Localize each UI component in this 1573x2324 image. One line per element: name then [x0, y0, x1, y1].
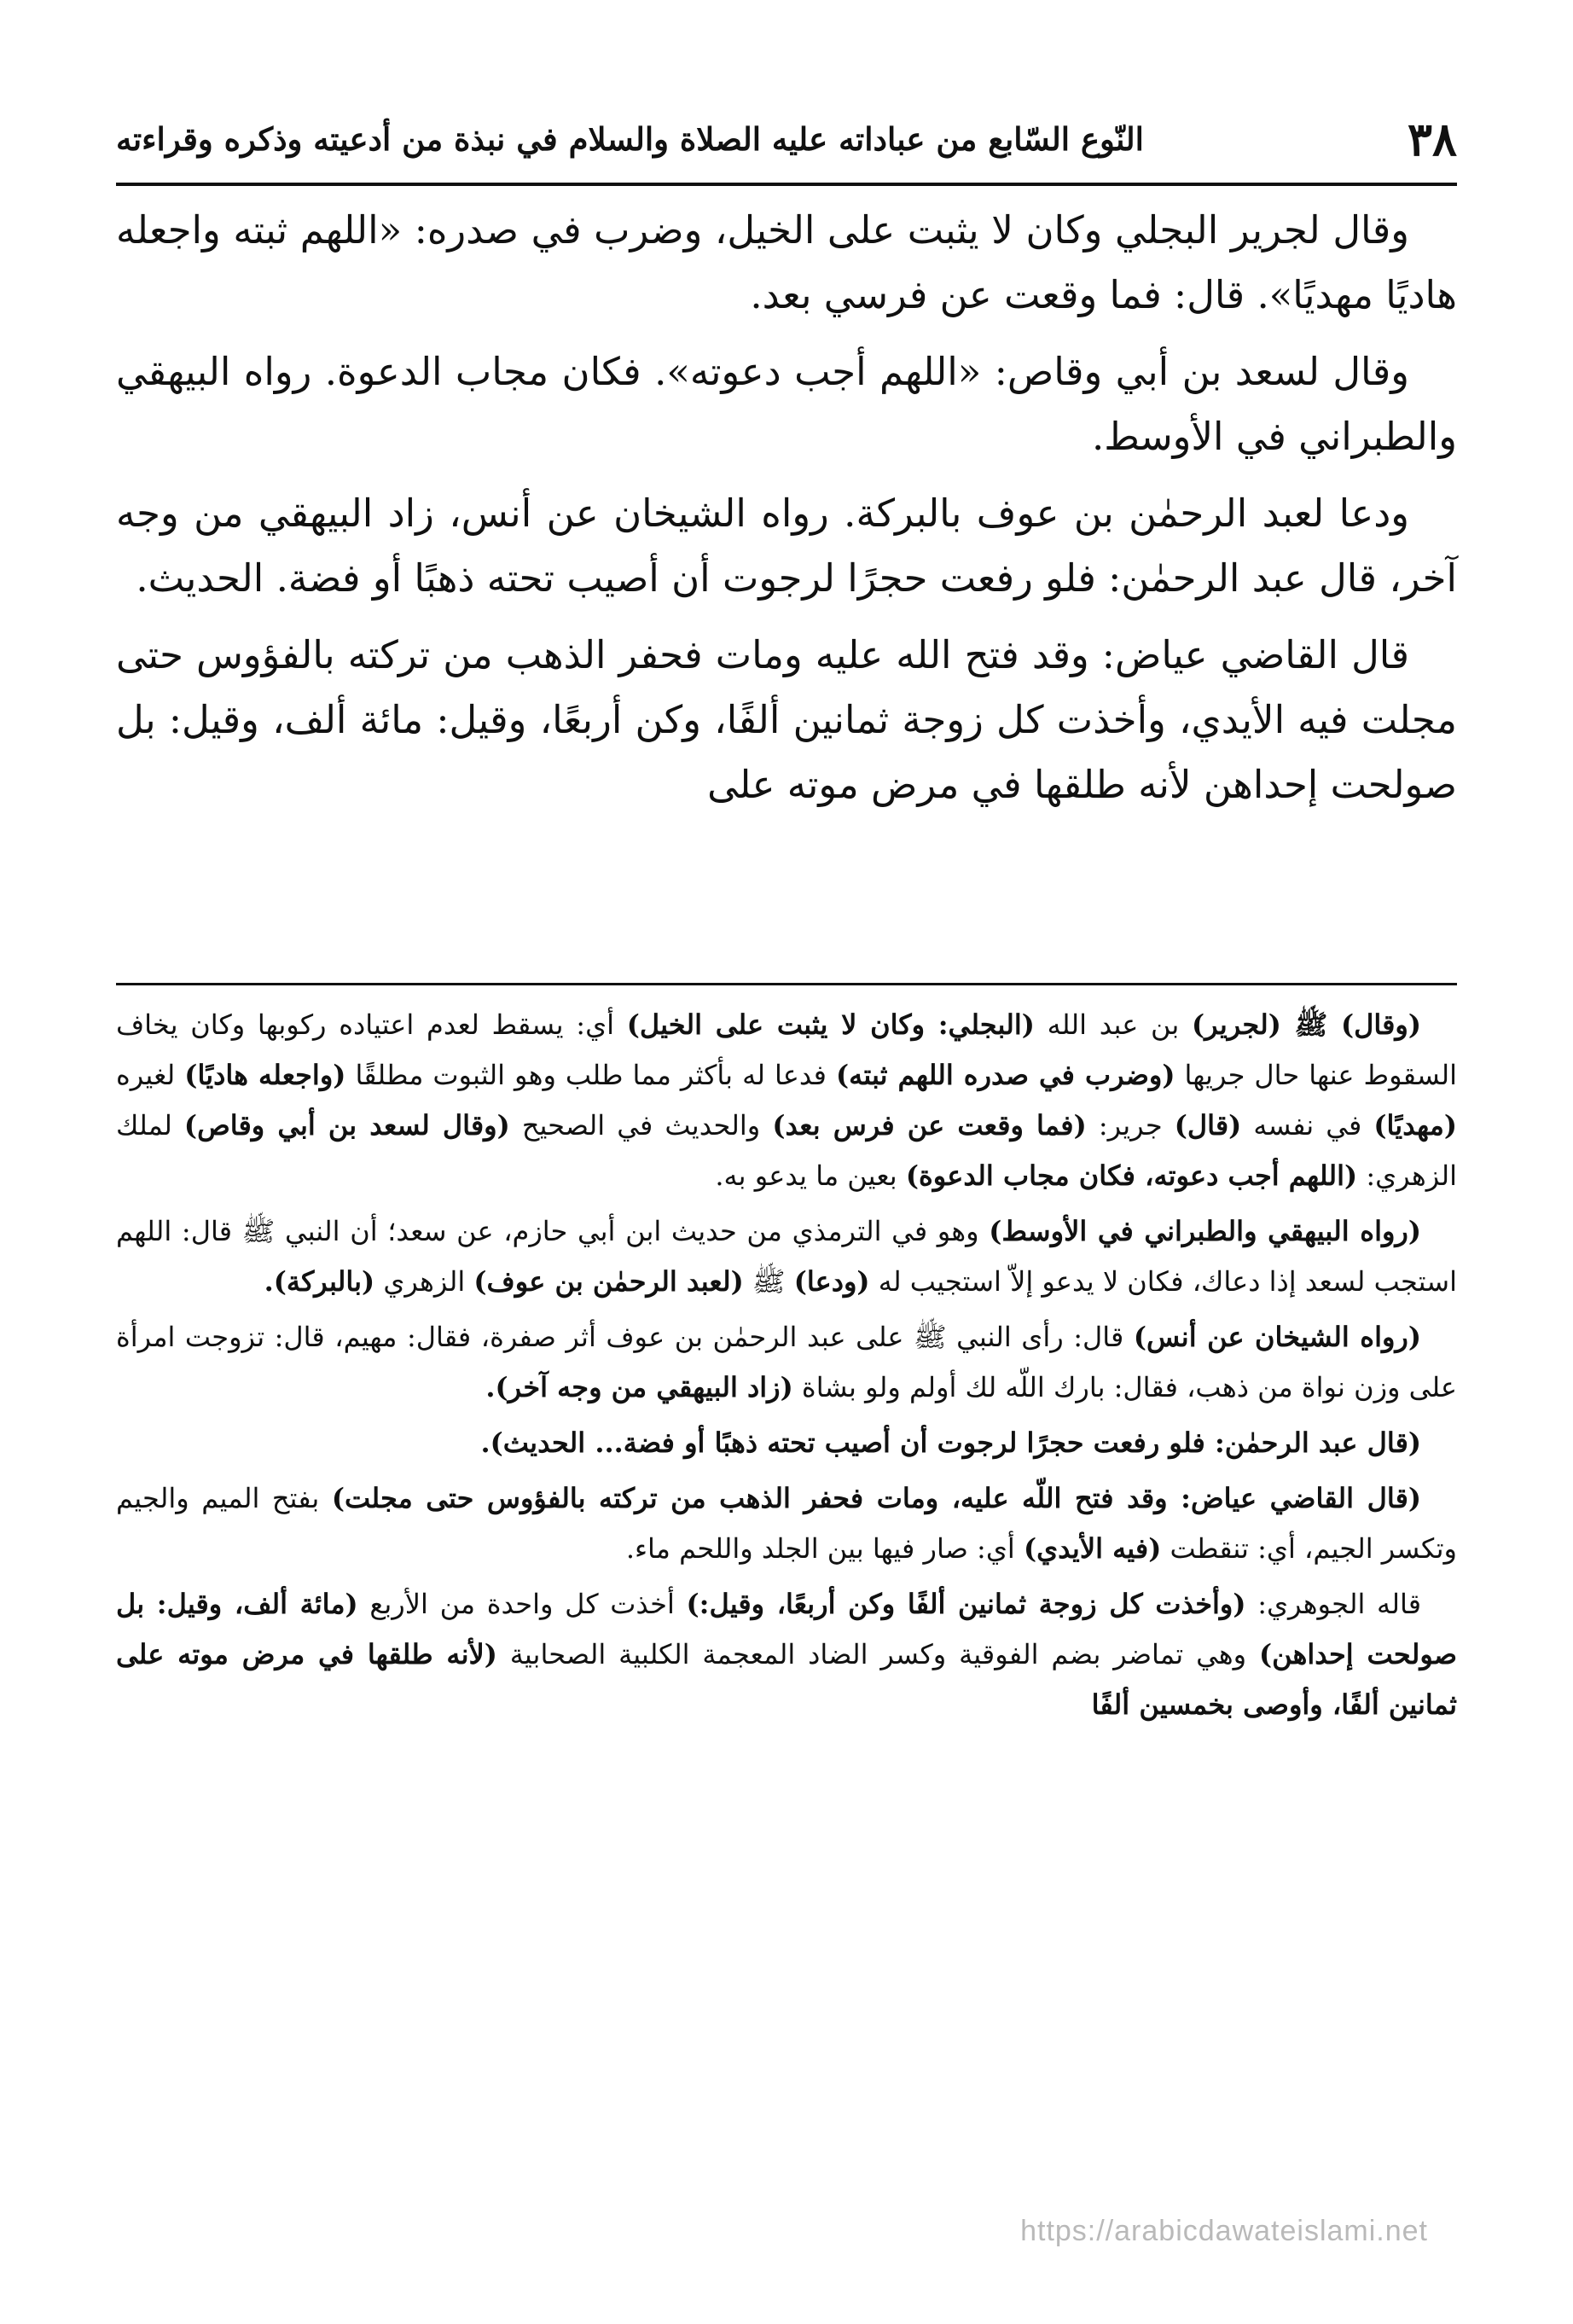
quoted-main-text: (وقال) ﷺ (لجرير) [1192, 1008, 1422, 1041]
commentary-text: ﷺ [743, 1265, 794, 1298]
quoted-main-text: (فيه الأيدي) [1023, 1532, 1162, 1565]
commentary-text: وهي تماضر بضم الفوقية وكسر الضاد المعجمة الكلبية الصحابية [496, 1638, 1259, 1670]
running-header [116, 101, 1457, 177]
commentary [116, 1000, 1457, 2228]
commentary-text: لغيره [116, 1059, 185, 1091]
quoted-main-text: (وضرب في صدره اللهم ثبته) [836, 1059, 1175, 1091]
commentary-text: جرير: [1086, 1109, 1175, 1142]
quoted-main-text: (مهديًا) [1373, 1109, 1458, 1142]
quoted-main-text: (لعبد الرحمٰن بن عوف) [473, 1265, 744, 1298]
commentary-paragraph [116, 1312, 1457, 1413]
commentary-paragraph [116, 1579, 1457, 1730]
main-paragraph: وقال لسعد بن أبي وقاص: «اللهم أجب دعوته». فكان مجاب الدعوة. رواه البيهقي والطبراني في الأوسط. [116, 349, 1457, 459]
footnote-rule [116, 983, 1457, 985]
quoted-main-text: (مائة ألف، وقيل: بل صولحت إحداهن) [116, 1588, 1458, 1670]
quoted-main-text: (وأخذت كل زوجة ثمانين ألفًا وكن أربعًا، وقيل:) [686, 1588, 1246, 1620]
quoted-main-text: (وقال لسعد بن أبي وقاص) [183, 1109, 510, 1142]
quoted-main-text: (اللهم أجب دعوته، فكان مجاب الدعوة) [905, 1159, 1358, 1192]
commentary-text: بن عبد الله [1034, 1008, 1193, 1041]
commentary-text: لملك الزهري: [116, 1109, 1457, 1192]
commentary-text: بفتح الميم والجيم وتكسر الجيم، أي: تنقطت [116, 1482, 1457, 1565]
quoted-main-text: (زاد البيهقي من وجه آخر). [485, 1371, 793, 1403]
quoted-main-text: (البجلي: وكان لا يثبت على الخيل) [626, 1008, 1035, 1041]
commentary-paragraph [116, 1473, 1457, 1574]
quoted-main-text: (فما وقعت عن فرس بعد) [772, 1109, 1087, 1142]
main-paragraph: قال القاضي عياض: وقد فتح الله عليه ومات فحفر الذهب من تركته بالفؤوس حتى مجلت فيه الأيدي، وأخذت كل زوجة ثمانين ألفًا، وكن أربعًا، وقيل: مائة ألف، وقيل: بل صولحت إحداهن لأنه طلقها في مرض موته على [116, 632, 1457, 807]
commentary-text: والحديث في الصحيح [509, 1109, 773, 1142]
header-rule [116, 183, 1457, 186]
main-text [116, 198, 1457, 966]
quoted-main-text: (قال القاضي عياض: وقد فتح اللّه عليه، ومات فحفر الذهب من تركته بالفؤوس حتى مجلت) [331, 1482, 1422, 1514]
commentary-text: في نفسه [1241, 1109, 1374, 1142]
page-number: ٣٨ [1407, 112, 1457, 166]
quoted-main-text: (رواه الشيخان عن أنس) [1133, 1321, 1422, 1353]
main-paragraph: ودعا لعبد الرحمٰن بن عوف بالبركة. رواه الشيخان عن أنس، زاد البيهقي من وجه آخر، قال عبد الرحمٰن: فلو رفعت حجرًا لرجوت أن أصيب تحته ذهبًا أو فضة. الحديث. [116, 491, 1457, 601]
watermark-url: https://arabicdawateislami.net [1020, 2215, 1428, 2247]
commentary-text: أي: صار فيها بين الجلد واللحم ماء. [625, 1532, 1024, 1565]
commentary-text: الزهري [374, 1265, 474, 1298]
chapter-title: النّوع السّابع من عباداته عليه الصلاة والسلام في نبذة من أدعيته وذكره وقراءته [116, 120, 1144, 158]
commentary-text: وهو في الترمذي من حديث ابن أبي حازم، عن سعد؛ أن النبي ﷺ قال: اللهم استجب لسعد إذا دعاك، فكان لا يدعو إلاّ استجيب له [116, 1215, 1457, 1298]
commentary-text: بعين ما يدعو به. [715, 1159, 906, 1192]
quoted-main-text: (قال) [1174, 1109, 1242, 1142]
quoted-main-text: (رواه البيهقي والطبراني في الأوسط) [989, 1215, 1422, 1247]
main-paragraph: وقال لجرير البجلي وكان لا يثبت على الخيل، وضرب في صدره: «اللهم ثبته واجعله هاديًا مهديًا». قال: فما وقعت عن فرسي بعد. [116, 207, 1457, 317]
commentary-text: أخذت كل واحدة من الأربع [357, 1588, 687, 1620]
quoted-main-text: (ودعا) [793, 1265, 870, 1298]
commentary-text: أي: يسقط لعدم اعتياده ركوبها وكان يخاف السقوط عنها حال جريها [116, 1008, 1458, 1091]
quoted-main-text: (بالبركة). [264, 1265, 375, 1298]
commentary-text: فدعا له بأكثر مما طلب وهو الثبوت مطلقًا [345, 1059, 837, 1091]
commentary-text: قال: رأى النبي ﷺ على عبد الرحمٰن بن عوف أثر صفرة، فقال: مهيم، قال: تزوجت امرأة على وزن نواة من ذهب، فقال: بارك اللّه لك أولم ولو بشاة [116, 1321, 1457, 1403]
commentary-paragraph [116, 1418, 1457, 1468]
quoted-main-text: (قال عبد الرحمٰن: فلو رفعت حجرًا لرجوت أن أصيب تحته ذهبًا أو فضة... الحديث). [480, 1426, 1421, 1459]
commentary-paragraph [116, 1000, 1457, 1201]
commentary-paragraph [116, 1206, 1457, 1307]
commentary-text: قاله الجوهري: [1245, 1588, 1422, 1620]
quoted-main-text: (واجعله هاديًا) [184, 1059, 346, 1091]
quoted-main-text: (لأنه طلقها في مرض موته على ثمانين ألفًا، وأوصى بخمسين ألفًا [116, 1638, 1457, 1721]
